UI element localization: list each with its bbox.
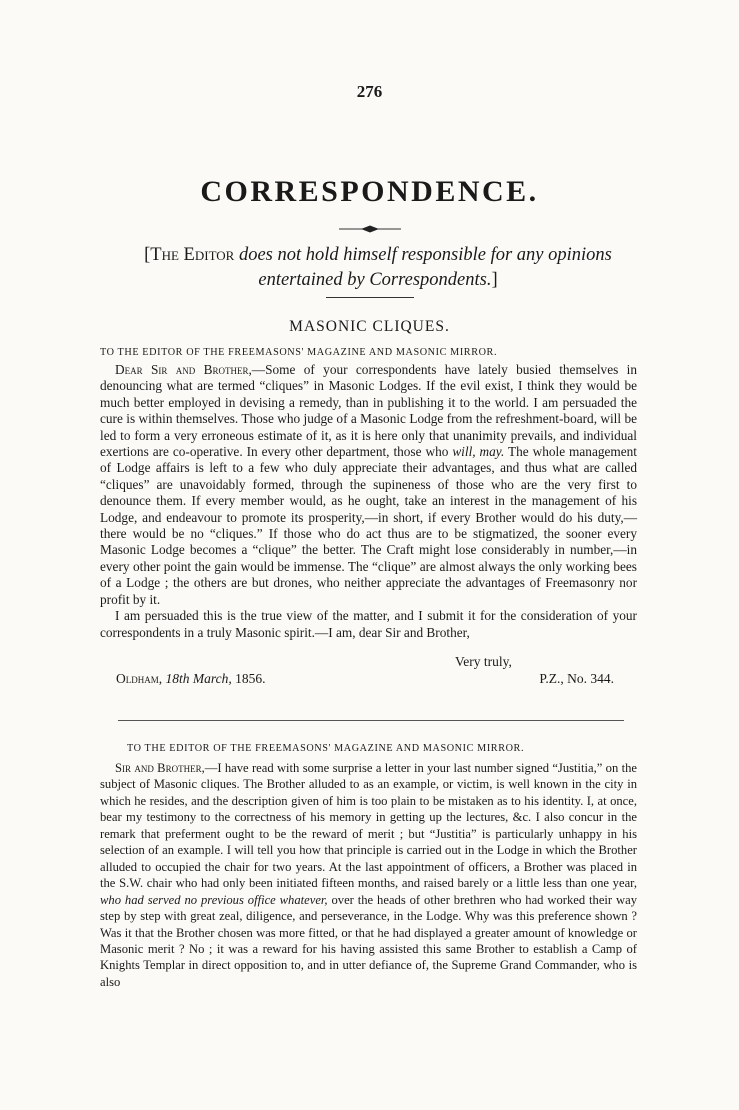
letter1-signature-line bbox=[116, 671, 614, 687]
disclaimer-text: does not hold himself responsible for any opinions entertained by Correspondents. bbox=[238, 245, 612, 290]
ornament-divider bbox=[339, 224, 401, 234]
letter1-place: Oldham, bbox=[116, 671, 163, 686]
letter1-text-a: —Some of your correspondents have lately busied themselves in denouncing what are termed “cliques” in Masonic Lodges. If the evil exist, I think they would be much better employed in devising a remedy, than in publishing it to the world. I am persuaded the cure is within themselves. Those who judge of a Masonic Lodge from the refreshment-board, will be led to form a very erroneous estimate of it, as it is here only that unanimity prevails, and individual exertions are co-operative. In every other department, those who bbox=[100, 362, 637, 460]
letter1-text-will: will, may. bbox=[452, 444, 505, 460]
letter1-text-b: The whole management of Lodge affairs is left to a few who duly appreciate their advantages, and thus what are called “cliques” are unavoidably formed, through the supineness of those who are the very first to denounce them. If every member would, as he ought, take an interest in the management of his Lodge, and endeavour to promote its prosperity,—in short, if every Brother would do his duty,—there would be no “cliques.” If those who do act thus are to be stigmatized, the sooner every Masonic Lodge becomes a “clique” the better. The Craft might lose considerably in number,—in every other point the gain would be immense. The “clique” are almost always the only working bees of a Lodge ; the others are but drones, who neither appreciate the advantages of Freemasonry nor profit by it. bbox=[100, 444, 637, 607]
letter2-body bbox=[100, 760, 637, 990]
letter2-text-b: over the heads of other brethren who had worked their way step by step with great zeal, diligence, and perseverance, in the Lodge. Why was this preference shown ? Was it that the Brother chosen was more fitted, or that he had displayed a greater amount of knowledge or Masonic merit ? No ; it was a reward for his having assisted this same Brother to establish a Camp of Knights Templar in direct opposition to, and in utter defiance of, the Supreme Grand Commander, who is also bbox=[100, 892, 637, 989]
letter2-paragraph-1 bbox=[100, 760, 637, 990]
letter2-address: TO THE EDITOR OF THE FREEMASONS' MAGAZINE AND MASONIC MIRROR. bbox=[127, 743, 525, 754]
letter2-salutation: Sir and Brother, bbox=[115, 761, 205, 775]
editor-disclaimer: [The Editor does not hold himself responsible for any opinions entertained by Correspondents.] bbox=[144, 245, 612, 290]
letter1-paragraph-2: I am persuaded this is the true view of the matter, and I submit it for the consideration of your correspondents in a truly Masonic spirit.—I am, dear Sir and Brother, bbox=[100, 608, 637, 640]
letter1-salutation: Dear Sir and Brother, bbox=[115, 362, 252, 377]
letter-title: MASONIC CLIQUES. bbox=[289, 318, 450, 335]
letter1-body bbox=[100, 362, 637, 641]
letter1-signature: P.Z., No. 344. bbox=[539, 671, 614, 686]
letter1-address: TO THE EDITOR OF THE FREEMASONS' MAGAZINE AND MASONIC MIRROR. bbox=[100, 347, 498, 358]
letter1-date: 18th March, bbox=[165, 671, 232, 686]
short-rule bbox=[326, 297, 414, 298]
letter1-closing: Very truly, bbox=[455, 654, 512, 669]
letter2-text-italic: who had served no previous office whatever, bbox=[100, 892, 328, 907]
letter1-paragraph-1 bbox=[100, 362, 637, 608]
disclaimer-editor: The Editor bbox=[150, 245, 235, 265]
letter1-year: 1856. bbox=[235, 671, 266, 686]
page-number: 276 bbox=[356, 82, 383, 101]
letter2-text-a: —I have read with some surprise a letter in your last number signed “Justitia,” on the subject of Masonic cliques. The Brother alluded to as an example, or victim, is well known in the city in which he resides, and the description given of him is too plain to be mistaken as to his identity. I, at once, bear my testimony to the correctness of his memory in getting up the lectures, &c. I also concur in the remark that preferment ought to be the reward of merit ; but “Justitia” is particularly unhappy in his selection of an example. I will tell you how that principle is carried out in the Lodge in which the Brother alluded to occupied the chair for two years. At the last appointment of officers, a Brother was placed in the S.W. chair who had only been initiated fifteen months, and raised barely or a little less than one year, bbox=[100, 761, 637, 891]
letter-divider bbox=[118, 720, 624, 721]
section-title: CORRESPONDENCE. bbox=[200, 175, 539, 208]
